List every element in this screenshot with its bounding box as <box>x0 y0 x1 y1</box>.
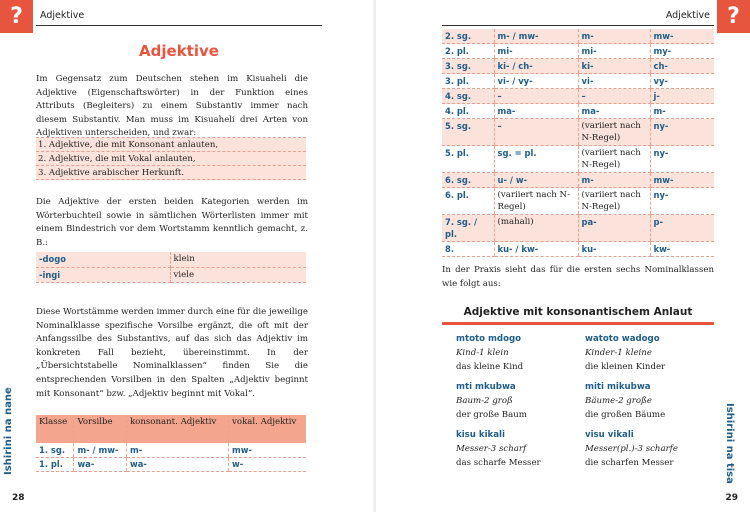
intro-paragraph: Im Gegensatz zum Deutschen stehen im Kisuaheli die Adjektive (Eigenschaftswörter) in der Funktion eines Attributs (Begleiters) zu einem Substantiv immer nach diesem Substantiv. Man muss im Kisuaheli drei Arten von Adjektiven unterscheiden, und zwar: <box>36 74 308 139</box>
table-cell: 4. pl. <box>442 104 494 119</box>
table-cell: 6. sg. <box>442 173 494 188</box>
example-gloss: Baum-2 groß <box>456 396 513 406</box>
table-cell: m- <box>650 104 714 119</box>
column-header: Vorsilbe <box>74 415 127 443</box>
table-cell: 5. sg. <box>442 119 494 146</box>
example-gloss: Messer-3 scharf <box>456 444 527 454</box>
table-cell: 3. sg. <box>442 59 494 74</box>
table-cell: ki- / ch- <box>494 59 578 74</box>
table-cell: vi- / vy- <box>494 74 578 89</box>
page-left <box>0 0 374 512</box>
column-header: konsonant. Adjektiv <box>126 415 228 443</box>
table-row <box>442 104 714 119</box>
example-plural <box>585 332 714 374</box>
adjective-kinds-list <box>36 137 306 180</box>
table-cell: m- / mw- <box>74 443 127 457</box>
table-cell: j- <box>650 89 714 104</box>
stem-german: viele <box>170 267 306 282</box>
table-cell: mi- <box>578 44 650 59</box>
example-swahili: visu vikali <box>585 430 634 440</box>
example-translation: die kleinen Kinder <box>585 362 666 372</box>
table-row <box>442 173 714 188</box>
table-cell: 5. pl. <box>442 146 494 173</box>
question-mark-icon: ? <box>717 0 750 33</box>
table-cell: vi- <box>578 74 650 89</box>
header-rule <box>36 25 322 26</box>
example-translation: das kleine Kind <box>456 362 524 372</box>
table-row <box>442 215 714 242</box>
table-cell: ch- <box>650 59 714 74</box>
table-cell: 2. sg. <box>442 29 494 44</box>
page-title: Adjektive <box>139 42 219 60</box>
table-cell: ma- <box>494 104 578 119</box>
table-cell: m- <box>126 443 228 457</box>
page-right <box>376 0 750 512</box>
table-row <box>442 74 714 89</box>
table-cell: u- / w- <box>494 173 578 188</box>
stem-swahili: -dogo <box>36 252 170 267</box>
list-item: 3. Adjektive arabischer Herkunft. <box>36 166 306 180</box>
table-cell: 1. pl. <box>36 457 74 471</box>
example-plural <box>585 380 714 422</box>
prefix-paragraph: Diese Wortstämme werden immer durch eine für die jeweilige Nominalklasse spezifische Vorsilbe ergänzt, die oft mit der Anfangssilbe des Substantivs, auf das sich das Adjektiv im konkreten Fall bezieht, übereinstimmt. In der „Übersichtstabelle Nominalklassen“ finden Sie die entsprechenden Vorsilben in den Spalten „Adjektiv beginnt mit Konsonant“ bzw. „Adjektiv beginnt mit Vokal“. <box>36 307 308 399</box>
running-header: Adjektive <box>665 10 710 21</box>
stem-example-table <box>36 252 306 283</box>
example-list <box>456 332 714 476</box>
example-group <box>456 380 714 422</box>
table-cell: 3. pl. <box>442 74 494 89</box>
table-cell: sg. = pl. <box>494 146 578 173</box>
header-rule <box>442 25 714 26</box>
table-row <box>36 252 306 267</box>
example-gloss: Kinder-1 kleine <box>585 348 652 358</box>
table-cell: ki- <box>578 59 650 74</box>
table-row <box>36 457 306 471</box>
table-cell: ku- / kw- <box>494 242 578 257</box>
running-header: Adjektive <box>40 10 85 21</box>
stem-german: klein <box>170 252 306 267</box>
example-swahili: watoto wadogo <box>585 334 660 344</box>
side-tab-label: Ishirini na tisa <box>724 403 735 484</box>
table-row <box>442 119 714 146</box>
table-row <box>442 59 714 74</box>
noun-class-table-start <box>36 415 306 472</box>
table-cell: ny- <box>650 146 714 173</box>
table-cell: ma- <box>578 104 650 119</box>
table-cell: mw- <box>650 173 714 188</box>
example-group <box>456 332 714 374</box>
list-item: 1. Adjektive, die mit Konsonant anlauten, <box>36 138 306 152</box>
example-translation: die scharfen Messer <box>585 458 674 468</box>
table-header-row <box>36 415 306 443</box>
example-plural <box>585 428 714 470</box>
page-number: 28 <box>12 493 25 503</box>
page-number: 29 <box>725 493 738 503</box>
table-cell: ny- <box>650 119 714 146</box>
table-cell: (variiert nach N-Regel) <box>494 188 578 215</box>
table-row <box>442 146 714 173</box>
table-cell: wa- <box>126 457 228 471</box>
column-header: Klasse <box>36 415 74 443</box>
noun-class-table-continued <box>442 29 714 257</box>
table-cell: mw- <box>229 443 306 457</box>
table-cell: 8. <box>442 242 494 257</box>
table-row <box>36 267 306 282</box>
table-cell: my- <box>650 44 714 59</box>
table-cell: vy- <box>650 74 714 89</box>
section-subtitle: Adjektive mit konsonantischem Anlaut <box>463 306 693 318</box>
column-header: vokal. Adjektiv <box>229 415 306 443</box>
question-mark-icon: ? <box>0 0 33 33</box>
table-row <box>36 443 306 457</box>
table-row <box>442 242 714 257</box>
example-singular <box>456 380 585 422</box>
example-swahili: mti mkubwa <box>456 382 516 392</box>
table-cell: w- <box>229 457 306 471</box>
example-translation: der große Baum <box>456 410 527 420</box>
table-cell: ny- <box>650 188 714 215</box>
example-swahili: kisu kikali <box>456 430 505 440</box>
table-cell: p- <box>650 215 714 242</box>
subtitle-rule <box>442 322 714 325</box>
table-cell: 2. pl. <box>442 44 494 59</box>
stem-swahili: -ingi <box>36 267 170 282</box>
table-row <box>442 188 714 215</box>
table-cell: 4. sg. <box>442 89 494 104</box>
example-swahili: mtoto mdogo <box>456 334 522 344</box>
side-tab-label: Ishirini na nane <box>3 387 14 475</box>
table-cell: kw- <box>650 242 714 257</box>
example-translation: die großen Bäume <box>585 410 666 420</box>
table-cell: (mahali) <box>494 215 578 242</box>
stem-paragraph: Die Adjektive der ersten beiden Kategorien werden im Wörterbuchteil sowie in sämtlichen Wörterlisten immer mit einem Bindestrich vor dem Wortstamm kenntlich gemacht, z. B.: <box>36 197 308 248</box>
example-swahili: miti mikubwa <box>585 382 651 392</box>
example-gloss: Messer(pl.)-3 scharfe <box>585 444 678 454</box>
table-cell: m- <box>578 29 650 44</box>
example-translation: das scharfe Messer <box>456 458 541 468</box>
table-cell: (variiert nach N-Regel) <box>578 119 650 146</box>
table-cell: m- / mw- <box>494 29 578 44</box>
table-cell: 7. sg. / pl. <box>442 215 494 242</box>
table-cell: m- <box>578 173 650 188</box>
table-cell: mw- <box>650 29 714 44</box>
example-group <box>456 428 714 470</box>
table-row <box>442 89 714 104</box>
table-cell: wa- <box>74 457 127 471</box>
example-singular <box>456 332 585 374</box>
list-item: 2. Adjektive, die mit Vokal anlauten, <box>36 152 306 166</box>
example-gloss: Bäume-2 große <box>585 396 652 406</box>
table-cell: (variiert nach N-Regel) <box>578 188 650 215</box>
table-cell: – <box>578 89 650 104</box>
table-cell: ku- <box>578 242 650 257</box>
example-gloss: Kind-1 klein <box>456 348 509 358</box>
table-row <box>442 44 714 59</box>
table-row <box>442 29 714 44</box>
table-cell: mi- <box>494 44 578 59</box>
example-singular <box>456 428 585 470</box>
table-cell: pa- <box>578 215 650 242</box>
table-cell: – <box>494 89 578 104</box>
table-cell: – <box>494 119 578 146</box>
table-cell: 6. pl. <box>442 188 494 215</box>
table-cell: (variiert nach N-Regel) <box>578 146 650 173</box>
practice-paragraph: In der Praxis sieht das für die ersten sechs Nominalklassen wie folgt aus: <box>442 265 714 289</box>
table-cell: 1. sg. <box>36 443 74 457</box>
